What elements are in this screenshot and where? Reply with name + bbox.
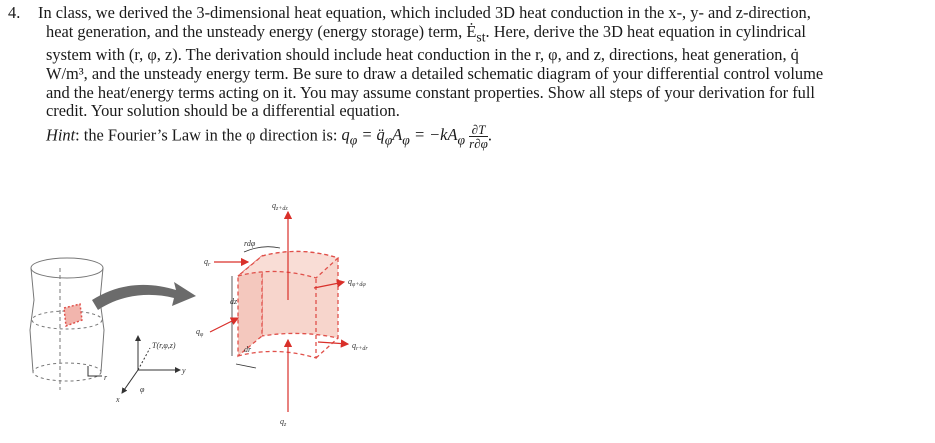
dT-fraction: $\frac{\partial T}{r\partial\varphi}$ <box>469 121 488 151</box>
label-q-phi: $q_\varphi$ <box>196 327 204 338</box>
label-T-point: T(r,φ,z) <box>152 341 176 350</box>
label-dr: dr <box>244 345 252 354</box>
label-axis-r: r <box>104 373 108 382</box>
problem-line-2: heat generation, and the unsteady energy (energy storage) term, $Ė_{st}$. Here, derive the 3D heat equation in cylindrical <box>46 21 806 44</box>
label-q-phi-dphi: $q_{\varphi+d\varphi}$ <box>348 277 366 288</box>
hint-label: Hint <box>46 125 76 145</box>
label-r-dphi: rdφ <box>244 239 256 248</box>
fourier-equation: $q_\varphi$ = $q̈_\varphi A_\varphi = -kA_\varphi$ <box>341 125 466 148</box>
label-q-r-dr: $q_{r+dr}$ <box>352 341 368 352</box>
problem-line-5: and the heat/energy terms acting on it. You may assume constant properties. Show all steps of your derivation for full <box>46 82 815 102</box>
problem-line-4: W/m³, and the unsteady energy term. Be sure to draw a detailed schematic diagram of your differential control volume <box>46 64 824 84</box>
zoom-arrow <box>92 282 196 310</box>
problem-number: 4. <box>8 3 21 22</box>
problem-line-3: system with (r, φ, z). The derivation should include heat conduction in the r, φ, and z, directions, heat generation, q̇ <box>46 45 799 65</box>
arrow-q-phi <box>210 318 238 332</box>
label-axis-y: y <box>182 366 186 375</box>
small-element <box>64 304 82 326</box>
label-axis-phi: φ <box>140 385 145 394</box>
label-axis-x: x <box>116 395 120 404</box>
label-dz: dz <box>230 297 238 306</box>
label-q-z-dz: $q_{z+dz}$ <box>272 201 288 212</box>
problem-line-1: 4. In class, we derived the 3-dimensional heat equation, which included 3D heat conduction in the x-, y- and z-direction, <box>8 3 811 22</box>
hint-line: Hint: the Fourier’s Law in the φ direction is: $q_\varphi$ = $q̈_\varphi A_\varphi = -kA_\varphi$ $\frac{\partial T}{r\partial\varphi}$ . <box>46 121 492 151</box>
label-q-r: $q_r$ <box>204 257 211 268</box>
problem-line-6: credit. Your solution should be a differential equation. <box>46 101 400 121</box>
label-q-z: $q_z$ <box>280 417 287 428</box>
